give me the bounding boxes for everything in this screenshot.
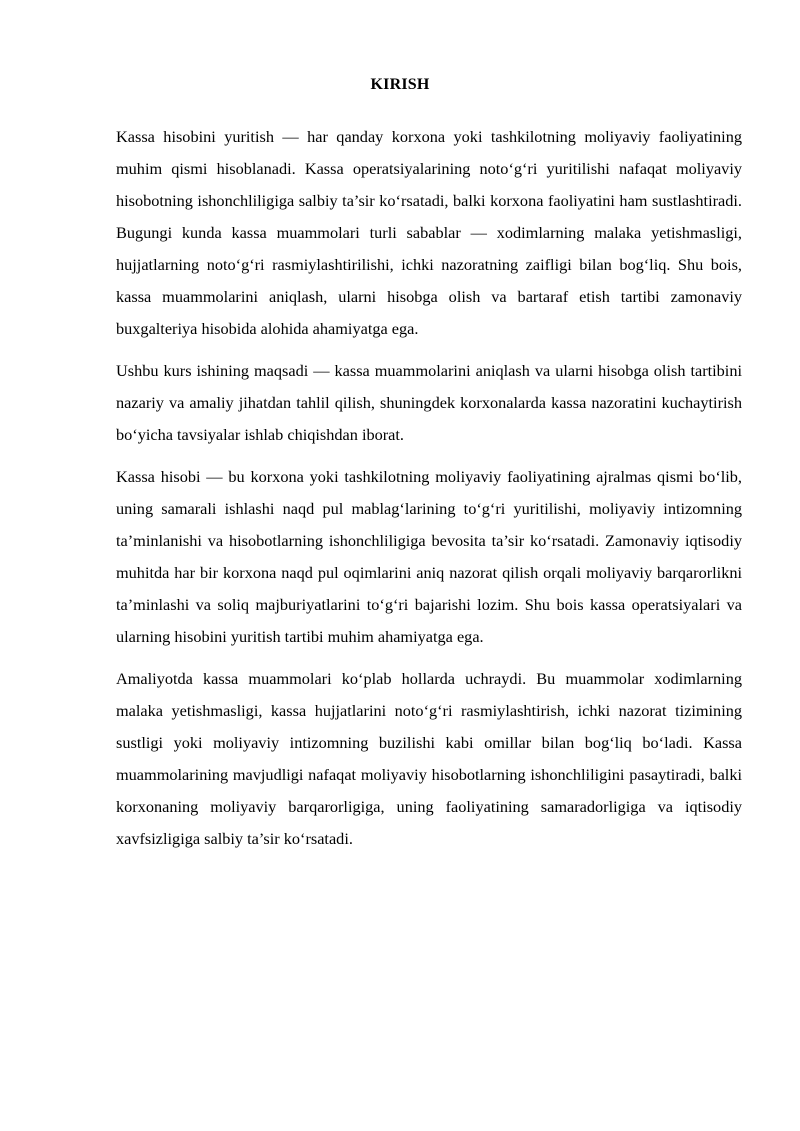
document-body	[116, 121, 742, 865]
paragraph-practice: Amaliyotda kassa muammolari ko‘plab hollarda uchraydi. Bu muammolar xodimlarning malaka yetishmasligi, kassa hujjatlarini noto‘g‘ri rasmiylashtirish, ichki nazorat tizimining sustligi yoki moliyaviy intizomning buzilishi kabi omillar bilan bog‘liq bo‘ladi. Kassa muammolarining mavjudligi nafaqat moliyaviy hisobotlarning ishonchliligini pasaytiradi, balki korxonaning moliyaviy barqarorligiga, uning faoliyatining samaradorligiga va iqtisodiy xavfsizligiga salbiy ta’sir ko‘rsatadi.	[116, 669, 742, 848]
paragraph-goal: Ushbu kurs ishining maqsadi — kassa muammolarini aniqlash va ularni hisobga olish tartibini nazariy va amaliy jihatdan tahlil qilish, shuningdek korxonalarda kassa nazoratini kuchaytirish bo‘yicha tavsiyalar ishlab chiqishdan iborat.	[116, 361, 742, 444]
paragraph-cash-accounting: Kassa hisobi — bu korxona yoki tashkilotning moliyaviy faoliyatining ajralmas qismi bo‘lib, uning samarali ishlashi naqd pul mablag‘larining to‘g‘ri yuritilishi, moliyaviy intizomning ta’minlanishi va hisobotlarning ishonchliligiga bevosita ta’sir ko‘rsatadi. Zamonaviy iqtisodiy muhitda har bir korxona naqd pul oqimlarini aniq nazorat qilish orqali moliyaviy barqarorlikni ta’minlashi va soliq majburiyatlarini to‘g‘ri bajarishi lozim. Shu bois kassa operatsiyalari va ularning hisobini yuritish tartibi muhim ahamiyatga ega.	[116, 467, 742, 646]
page-title: KIRISH	[370, 76, 430, 93]
paragraph-intro: Kassa hisobini yuritish — har qanday korxona yoki tashkilotning moliyaviy faoliyatining muhim qismi hisoblanadi. Kassa operatsiyalarining noto‘g‘ri yuritilishi nafaqat moliyaviy hisobotning ishonchliligiga salbiy ta’sir ko‘rsatadi, balki korxona faoliyatini ham sustlashtiradi. Bugungi kunda kassa muammolari turli sabablar — xodimlarning malaka yetishmasligi, hujjatlarning noto‘g‘ri rasmiylashtirilishi, ichki nazoratning zaifligi bilan bog‘liq. Shu bois, kassa muammolarini aniqlash, ularni hisobga olish va bartaraf etish tartibi zamonaviy buxgalteriya hisobida alohida ahamiyatga ega.	[116, 127, 742, 338]
